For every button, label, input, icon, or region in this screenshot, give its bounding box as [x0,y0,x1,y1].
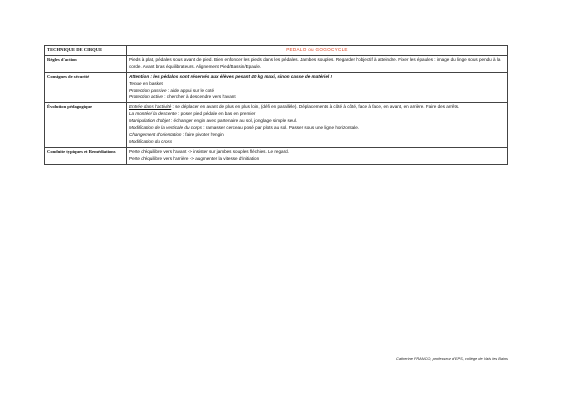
evolution-item: Modification de la verticale du corps : ramasser cerceau posé par plots au sol. Passer sous une ligne horizontale. [129,125,360,131]
row-content-evolution [127,103,508,147]
evolution-item: Changement d'orientation : faire pivoter l'engin [129,131,224,137]
row-label-conduites: Conduite typiques et Remédiations [45,147,127,164]
row-consignes-securite [45,72,508,103]
row-content-regles [127,55,508,72]
row-content-conduites [127,147,508,164]
page-title: PEDALO ou GOGOCYCLE [127,46,508,56]
evolution-item: Manipulation d'objet : échanger engin avec partenaire au sol, jonglage simple seul. [129,118,298,124]
row-evolution-pedagogique [45,103,508,147]
row-label-securite: Consignes de sécurité [45,72,127,103]
header-row [45,46,508,56]
row-regles-action [45,55,508,72]
row-content-securite [127,72,508,103]
conduite-line: Perte d'équilibre vers l'avant -> insister sur jambes souples fléchies. Le regard. [129,148,289,154]
securite-warning: Attention : les pédalos sont réservés aux élèves pesant 40 kg maxi, sinon casse de matériel ! [129,73,332,79]
regles-text: Pieds à plat, pédales sous avant de pied. Bien enfoncer les pieds dans les pédales. Jambes souples. Regarder l'objectif à atteindre. Fixer les épaules : image du linge sous pendu à la corde. Avant bras équilibrateurs. Alignement Pied/Bassin/Epaule. [129,56,501,69]
header-left-cell: TECHNIQUE DE CIRQUE [45,46,127,56]
evolution-intro: Entrée dans l'activité : se déplacer en avant de plus en plus loin, (défi en parallèle). Déplacements à côté à côté, face à face, en avant, en arrière. Faire des arrêts. [129,104,460,110]
conduite-line: Perte d'équilibre vers l'arrière -> augmenter la vitesse d'initiation [129,155,260,161]
activity-sheet-table [44,45,508,165]
author-footer: Catherine FRANCO, professeur d'EPS, collège de Vals les Bains [396,356,508,361]
row-conduites-remediations [45,147,508,164]
evolution-item: La montée/ la descente : poser pied pédale en bas en premier [129,111,256,117]
row-label-evolution: Évolution pédagogique [45,103,127,147]
row-label-regles: Règles d'action [45,55,127,72]
evolution-item: Modification du cross [129,138,173,144]
securite-item: Protection passive : aide appui sur le coté [129,87,215,93]
securite-item: Protection active : chercher à descendre vers l'avant [129,94,236,100]
securite-item: Tenue en basket [129,80,163,86]
